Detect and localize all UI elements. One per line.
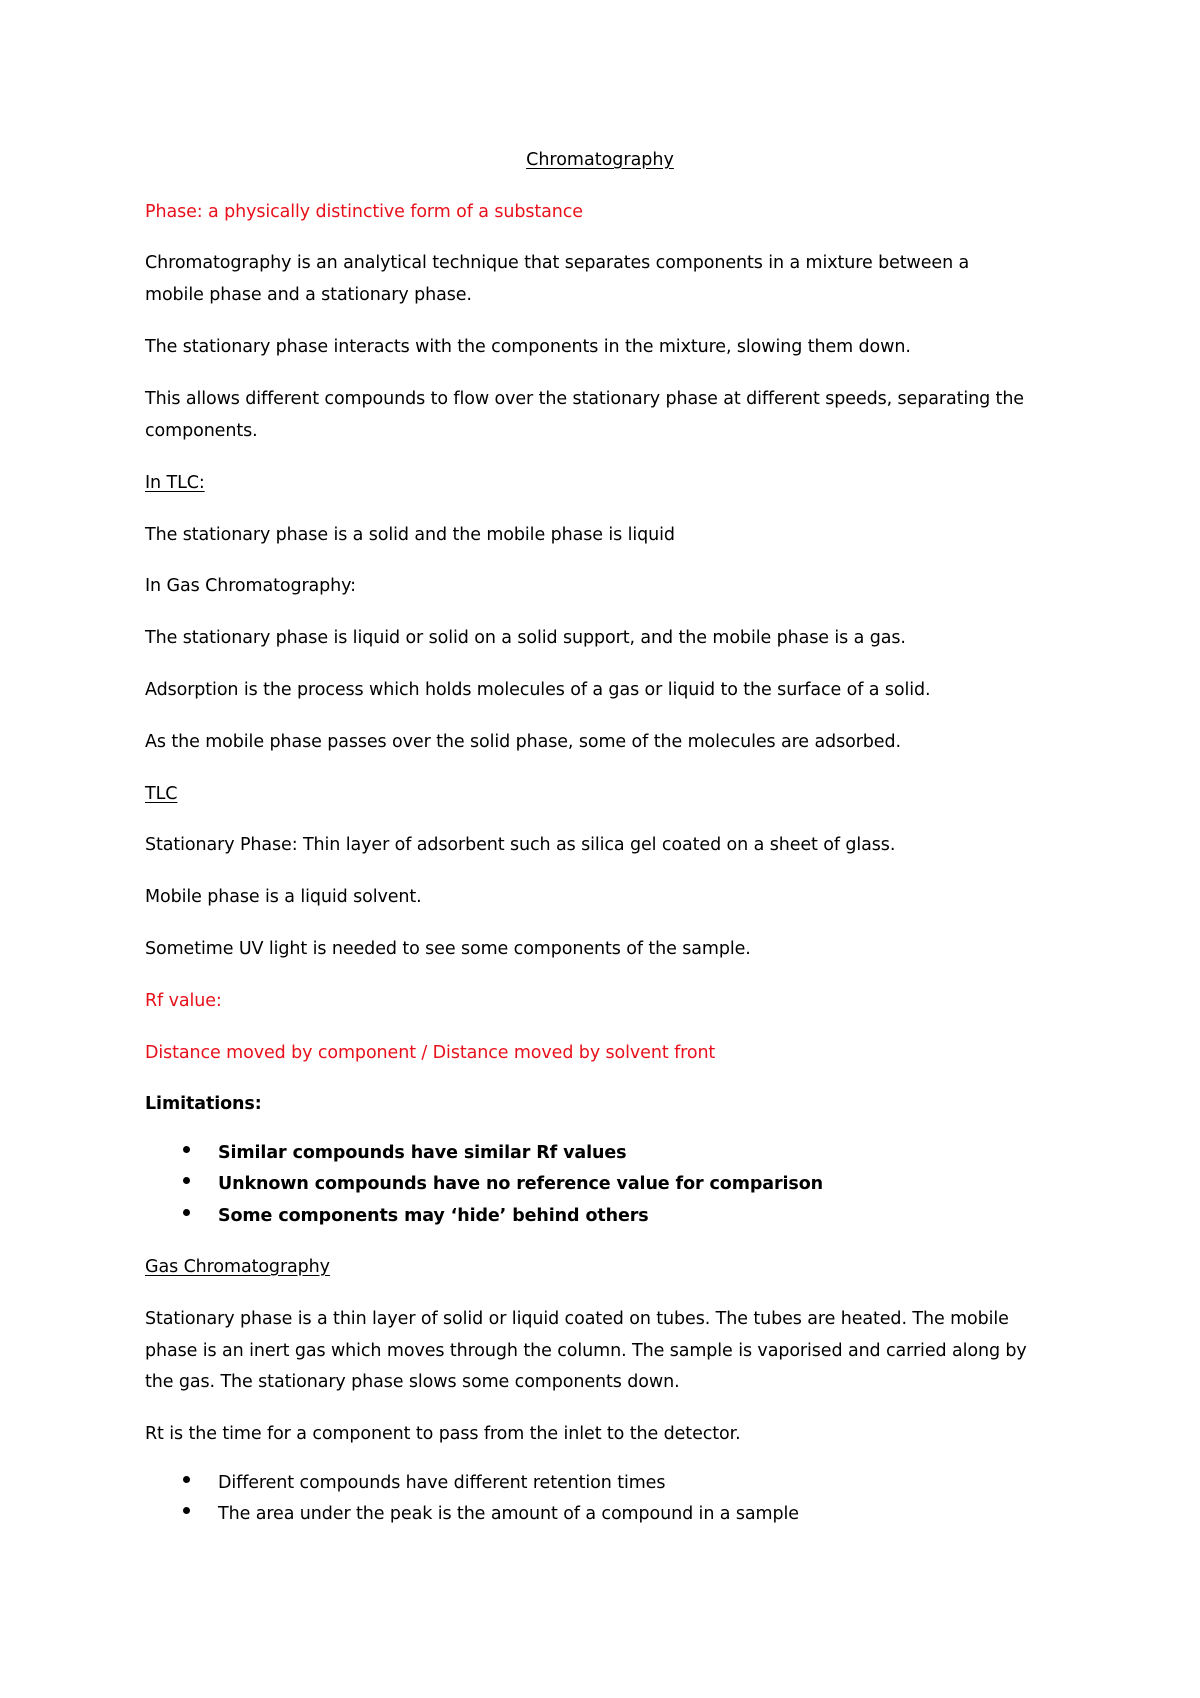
limitation-item: Some components may ‘hide’ behind others [218,1206,649,1226]
document-title: Chromatography [526,150,674,170]
limitation-item: Unknown compounds have no reference value for comparison [218,1174,824,1194]
bullet-icon [183,1476,190,1483]
bullet-icon [183,1146,190,1153]
bullet-icon [183,1209,190,1216]
in-tlc-heading: In TLC: [145,473,205,493]
gc-point: The area under the peak is the amount of a compound in a sample [218,1504,799,1524]
gc-text-line-2: phase is an inert gas which moves through the column. The sample is vaporised and carried along by [145,1341,1027,1361]
intro-line-1: Chromatography is an analytical technique that separates components in a mixture between a [145,253,970,273]
limitations-heading: Limitations: [145,1094,262,1114]
tlc-uv: Sometime UV light is needed to see some components of the sample. [145,939,751,959]
phase-definition: Phase: a physically distinctive form of a substance [145,202,583,222]
adsorption-definition: Adsorption is the process which holds molecules of a gas or liquid to the surface of a solid. [145,680,931,700]
gc-heading: Gas Chromatography [145,1257,330,1277]
gc-point: Different compounds have different retention times [218,1473,666,1493]
in-tlc-text: The stationary phase is a solid and the mobile phase is liquid [145,525,675,545]
tlc-heading: TLC [145,784,178,804]
bullet-icon [183,1177,190,1184]
gc-text-line-3: the gas. The stationary phase slows some components down. [145,1372,680,1392]
bullet-icon [183,1507,190,1514]
in-gc-text: The stationary phase is liquid or solid on a solid support, and the mobile phase is a gas. [145,628,906,648]
rf-heading: Rf value: [145,991,222,1011]
in-gc-heading: In Gas Chromatography: [145,576,356,596]
gc-text-line-1: Stationary phase is a thin layer of solid or liquid coated on tubes. The tubes are heated. The mobile [145,1309,1009,1329]
intro-line-2: mobile phase and a stationary phase. [145,285,472,305]
rt-definition: Rt is the time for a component to pass from the inlet to the detector. [145,1424,741,1444]
adsorbed-text: As the mobile phase passes over the solid phase, some of the molecules are adsorbed. [145,732,901,752]
tlc-mobile: Mobile phase is a liquid solvent. [145,887,422,907]
tlc-stationary: Stationary Phase: Thin layer of adsorbent such as silica gel coated on a sheet of glass. [145,835,896,855]
allows-line-2: components. [145,421,258,441]
rf-formula: Distance moved by component / Distance moved by solvent front [145,1043,716,1063]
limitation-item: Similar compounds have similar Rf values [218,1143,627,1163]
stationary-interacts: The stationary phase interacts with the components in the mixture, slowing them down. [145,337,911,357]
allows-line-1: This allows different compounds to flow over the stationary phase at different speeds, separating the [145,389,1024,409]
